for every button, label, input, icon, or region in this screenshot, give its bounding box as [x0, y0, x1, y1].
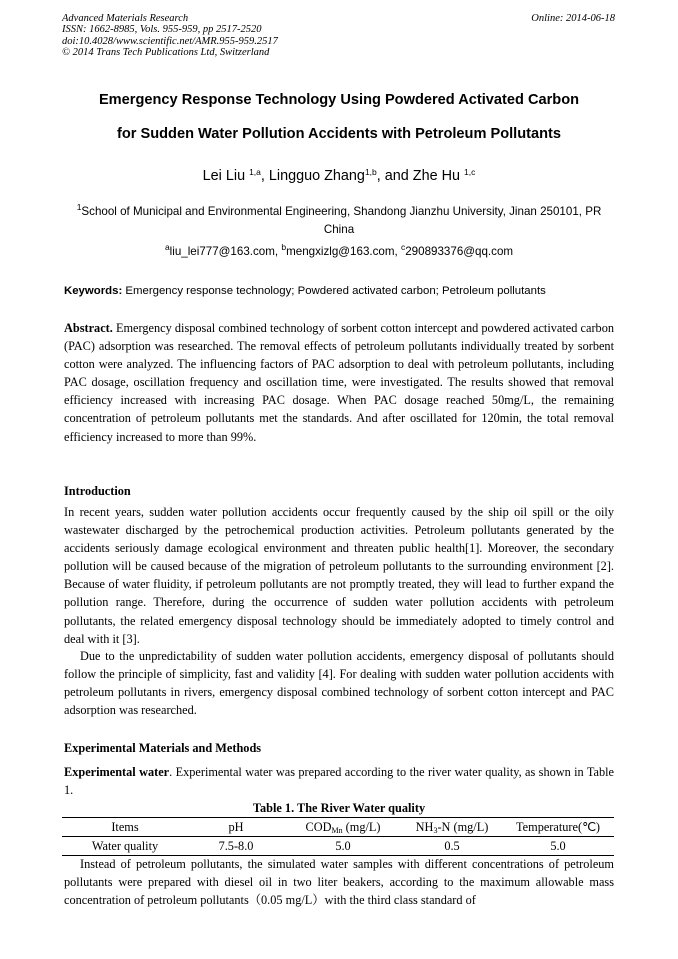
issn-line: ISSN: 1662-8985, Vols. 955-959, pp 2517-2520 — [62, 24, 262, 36]
doi-line: doi:10.4028/www.scientific.net/AMR.955-959.2517 — [62, 35, 278, 47]
cod-unit: (mg/L) — [342, 819, 381, 834]
section-heading-introduction: Introduction — [64, 484, 131, 498]
table-row — [62, 837, 614, 856]
col-header-temperature: Temperature(℃) — [502, 818, 614, 837]
experimental-water-text: . Experimental water was prepared according to the river water quality, as shown in Table 1. — [64, 765, 614, 798]
nh3-subscript: 3 — [433, 825, 438, 835]
author-separator: , and — [376, 168, 413, 184]
email-address: liu_lei777@163.com — [169, 245, 275, 258]
email-mark: c — [400, 242, 406, 252]
author-affiliation-mark: 1,c — [463, 167, 476, 177]
table-cell: 0.5 — [402, 837, 502, 856]
experimental-water-label: Experimental water — [64, 765, 170, 779]
author-list — [40, 167, 638, 185]
affiliation-mark: 1 — [76, 202, 82, 212]
col-header-nh3n — [402, 818, 502, 837]
online-date: Online: 2014-06-18 — [531, 13, 615, 24]
intro-paragraph-1: In recent years, sudden water pollution accidents occur frequently caused by the ship oil spill or the oily wastewater discharged by the petrochemical production activities. Petroleum pollutants generated by the accidents seriously damage ecological environment and threaten public health[1]. Moreover, the secondary pollution will be caused because of the migration of petroleum pollutants to the surrounding environment [2]. Because of water fluidity, if petroleum pollutants are not promptly treated, they will lead to further expand the pollution range. Therefore, during the occurrence of sudden water pollution accidents with petroleum pollutants, the related emergency disposal technology should be immediately adopted to timely control and deal with it [3]. — [64, 505, 614, 646]
keywords-text: Emergency response technology; Powdered activated carbon; Petroleum pollutants — [125, 285, 546, 297]
intro-paragraph-2: Due to the unpredictability of sudden water pollution accidents, emergency disposal of pollutants should follow the principle of simplicity, fast and validity [4]. For dealing with sudden water pollution accidents with petroleum pollutants in rivers, emergency disposal combined technology of sorbent cotton intercept and PAC adsorption was researched. — [64, 649, 614, 718]
author-affiliation-mark: 1,b — [364, 167, 377, 177]
copyright-line: © 2014 Trans Tech Publications Ltd, Switzerland — [62, 47, 270, 59]
author-emails — [40, 244, 638, 260]
cod-label: COD — [305, 819, 332, 834]
email-mark: b — [281, 242, 287, 252]
keywords-label: Keywords: — [64, 285, 123, 297]
email-mark: a — [164, 242, 170, 252]
col-header-items: Items — [62, 818, 188, 837]
experimental-water-paragraph — [64, 763, 614, 799]
methods-paragraph: Instead of petroleum pollutants, the simulated water samples with different concentrations of petroleum pollutants were prepared with diesel oil in two liter beakers, according to the maximum allowable mass concentration of petroleum pollutants（0.05 mg/L）with the third class standard of — [64, 857, 614, 908]
abstract-label: Abstract. — [64, 321, 113, 335]
affiliation-text: School of Municipal and Environmental Engineering, Shandong Jianzhu University, Jinan 250101, PR China — [81, 205, 602, 236]
col-header-cod — [284, 818, 402, 837]
table-caption: Table 1. The River Water quality — [252, 801, 426, 815]
email-address: 290893376@qq.com — [405, 245, 514, 258]
author-name: Lei Liu — [202, 168, 246, 184]
section-heading-methods: Experimental Materials and Methods — [64, 741, 262, 755]
journal-name: Advanced Materials Research — [62, 13, 189, 24]
table-cell: 5.0 — [284, 837, 402, 856]
author-name: Lingguo Zhang — [268, 168, 365, 184]
abstract-text: Emergency disposal combined technology of sorbent cotton intercept and powdered activated carbon (PAC) adsorption was researched. The removal effects of petroleum pollutants individually treated by sorbent cotton were analyzed. The influencing factors of PAC adsorption to deal with petroleum pollutants, including PAC dosage, oscillation frequency and oscillation time, were investigated. The results showed that removal efficiency increased with increasing PAC dosage. When PAC dosage reached 50mg/L, the remaining concentration of petroleum pollutants met the standards. And after oscillated for 120min, the total removal efficiency increased to more than 99%. — [64, 321, 614, 444]
cod-subscript: Mn — [331, 825, 343, 835]
email-separator: , — [394, 245, 401, 258]
journal-header — [62, 13, 278, 59]
abstract — [64, 319, 614, 446]
author-affiliation-mark: 1,a — [249, 167, 261, 177]
river-water-quality-table — [62, 817, 614, 856]
col-header-ph: pH — [188, 818, 284, 837]
email-separator: , — [274, 245, 282, 258]
table-header-row — [62, 818, 614, 837]
table-cell: 5.0 — [502, 837, 614, 856]
table-cell: Water quality — [62, 837, 188, 856]
keywords — [64, 284, 624, 298]
table-cell: 7.5-8.0 — [188, 837, 284, 856]
author-separator: , — [260, 168, 269, 184]
paper-title-line-1: Emergency Response Technology Using Powdered Activated Carbon — [98, 92, 580, 108]
nh3-unit: -N (mg/L) — [437, 819, 489, 834]
affiliation — [62, 203, 616, 239]
author-name: Zhe Hu — [412, 168, 460, 184]
nh3-label: NH — [415, 819, 434, 834]
paper-title-line-2: for Sudden Water Pollution Accidents with Petroleum Pollutants — [116, 126, 562, 142]
email-address: mengxizlg@163.com — [286, 245, 395, 258]
